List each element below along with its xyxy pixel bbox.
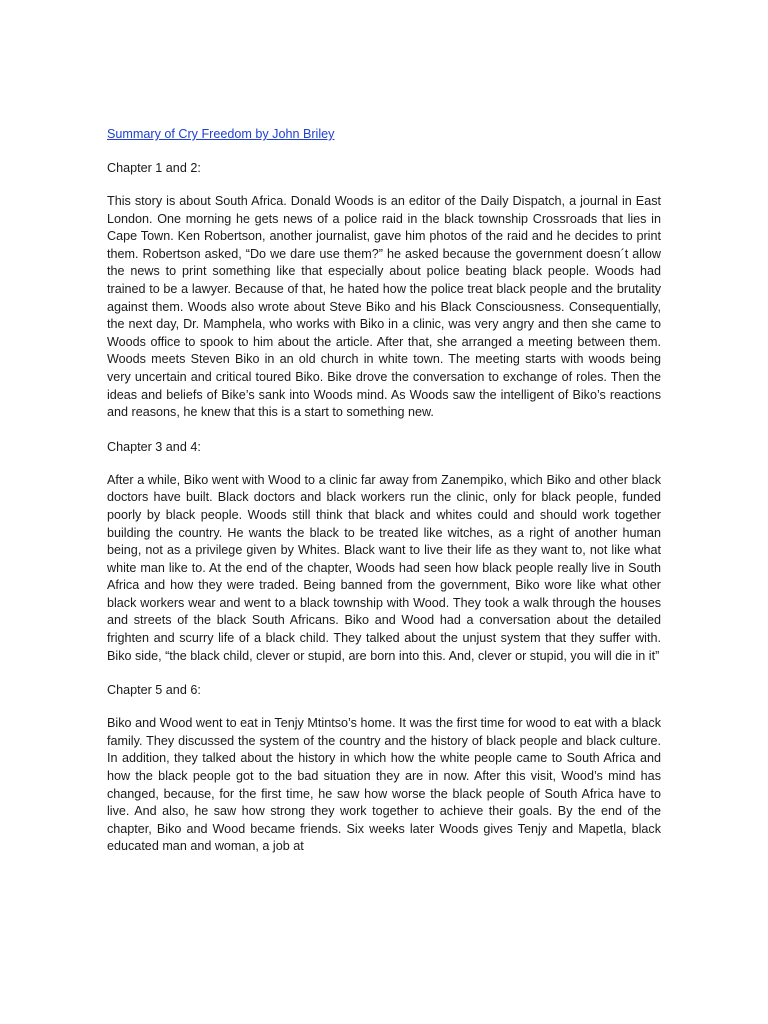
chapter-paragraph: This story is about South Africa. Donald Woods is an editor of the Daily Dispatch, a journal in East London. One morning he gets news of a police raid in the black township Crossroads that lies in Cape Town. Ken Robertson, another journalist, gave him photos of the raid and he decides to print them. Robertson asked, “Do we dare use them?” he asked because the government doesn´t allow the news to print something like that especially about police beating black people. Woods had trained to be a lawyer. Because of that, he hated how the police treat black people and the brutality against them. Woods also wrote about Steve Biko and his Black Consciousness. Consequentially, the next day, Dr. Mamphela, who works with Biko in a clinic, was very angry and then she came to Woods office to spook to him about the article. After that, she arranged a meeting between them. Woods meets Steven Biko in an old church in white town. The meeting starts with woods being very uncertain and critical toured Biko. Bike drove the conversation to exchange of roles. Then the ideas and beliefs of Bike’s sank into Woods mind. As Woods saw the intelligent of Biko’s reactions and reasons, he knew that this is a start to something new. xyxy=(107,194,661,420)
chapter-section-3-4 xyxy=(107,438,661,666)
chapter-heading: Chapter 3 and 4: xyxy=(107,439,201,454)
chapter-paragraph: After a while, Biko went with Wood to a clinic far away from Zanempiko, which Biko and other black doctors have built. Black doctors and black workers run the clinic, only for black people, funded poorly by black people. Woods still think that black and whites could and should work together building the country. He wants the black to be treated like witches, as a right of another human being, not as a privilege given by Whites. Black want to live their life as they want to, not like what white man like to. At the end of the chapter, Woods had seen how black people really live in South Africa and how they were traded. Being banned from the government, Biko wore like what other black workers wear and went to a black township with Wood. They took a walk through the houses and streets of the black South Africans. Biko and Wood had a conversation about the detailed frighten and scurry life of a black child. They talked about the unjust system that they suffer with. Biko side, “the black child, clever or stupid, are born into this. And, clever or stupid, you will die in it” xyxy=(107,472,661,663)
document-page xyxy=(107,125,661,872)
chapter-section-1-2 xyxy=(107,159,661,422)
document-title-link[interactable]: Summary of Cry Freedom by John Briley xyxy=(107,127,335,141)
chapter-section-5-6 xyxy=(107,681,661,856)
chapter-heading: Chapter 5 and 6: xyxy=(107,683,201,698)
chapter-heading: Chapter 1 and 2: xyxy=(107,161,201,175)
chapter-paragraph: Biko and Wood went to eat in Tenjy Mtintso’s home. It was the first time for wood to eat with a black family. They discussed the system of the country and the history of black people and black culture. In addition, they talked about the history in which how the white people came to South Africa and how the black people got to the bad situation they are in now. After this visit, Wood’s mind has changed, because, for the first time, he saw how worse the black people of South Africa have to live. And also, he saw how strong they work together to achieve their goals. By the end of the chapter, Biko and Wood became friends. Six weeks later Woods gives Tenjy and Mapetla, black educated man and woman, a job at xyxy=(107,716,661,854)
